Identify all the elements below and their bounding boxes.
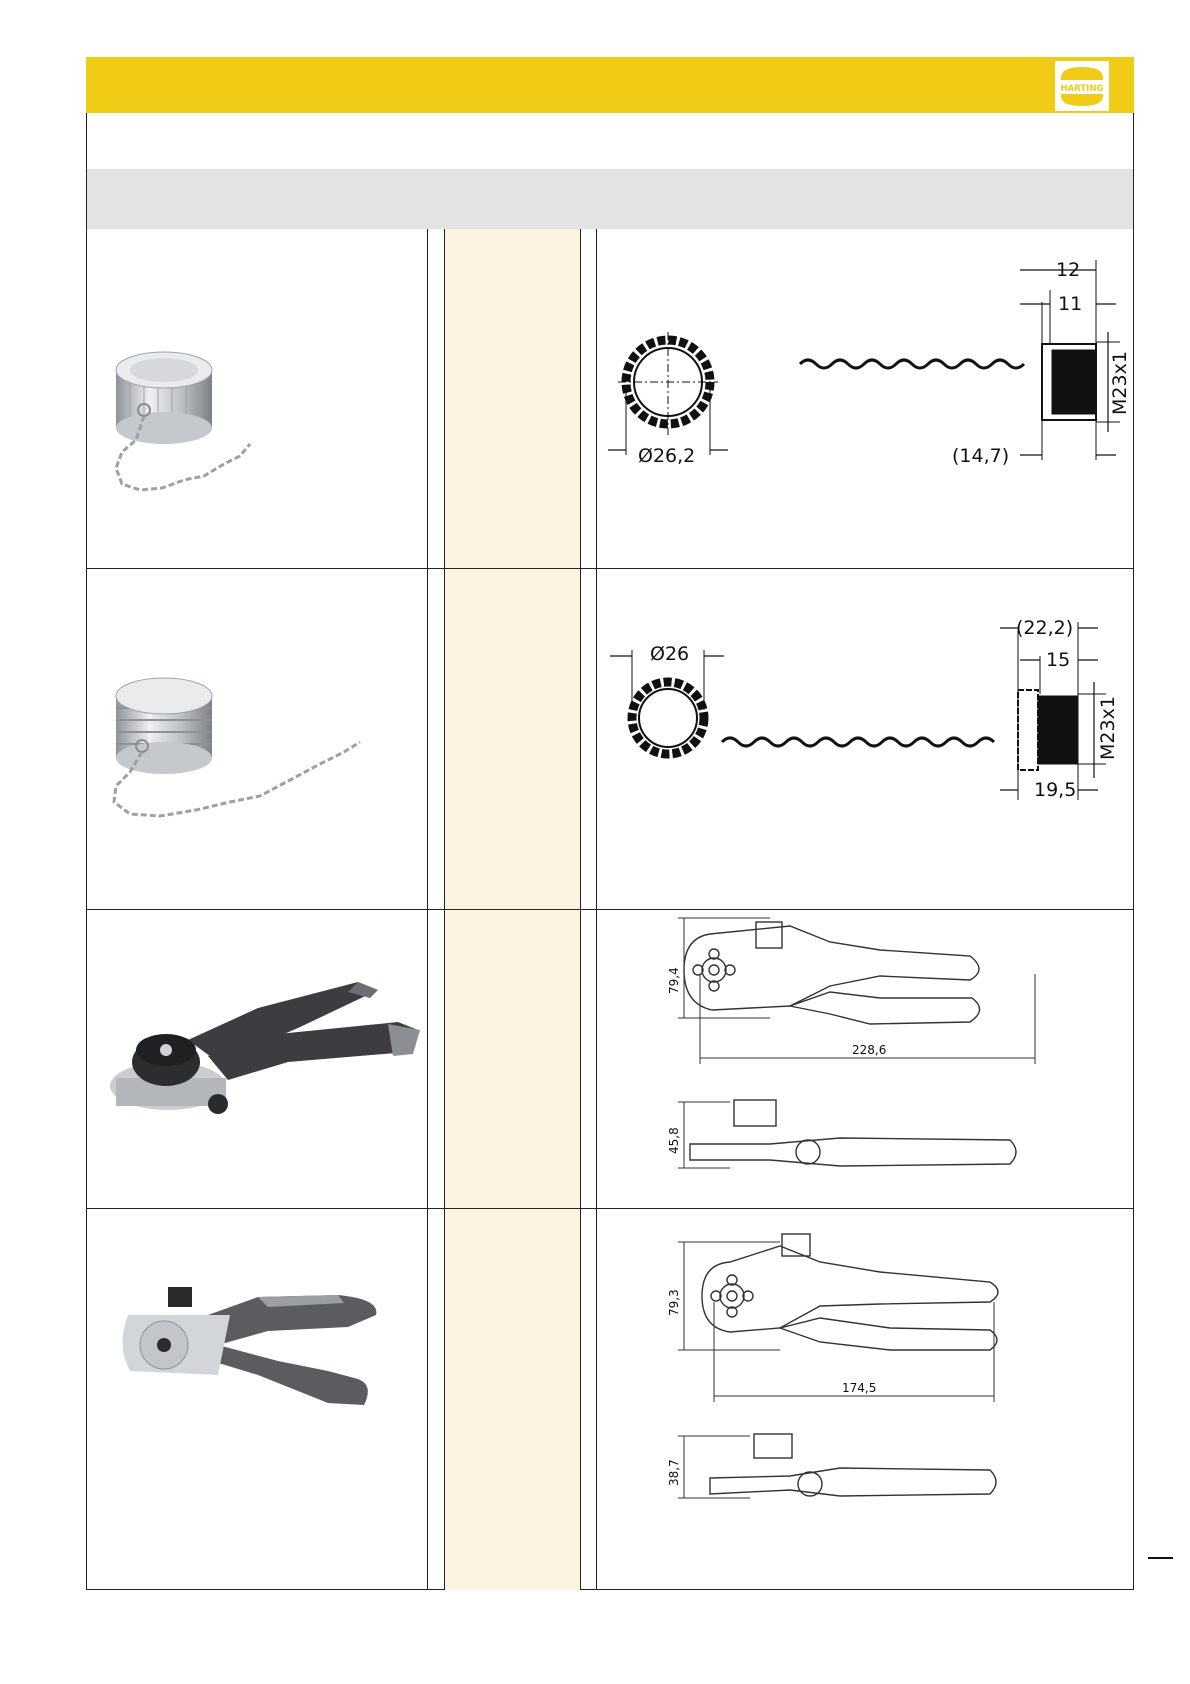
row-divider [86, 909, 1134, 910]
dim-diameter: Ø26,2 [638, 445, 696, 467]
page-marker [1148, 1557, 1173, 1559]
dim-height: 79,3 [667, 1289, 681, 1316]
dim-width-total: (22,2) [1016, 617, 1074, 639]
dim-height: 79,4 [667, 967, 681, 994]
row-divider [86, 1208, 1134, 1209]
product-photo-cap-male [100, 668, 390, 848]
dim-thread: M23x1 [1109, 351, 1131, 415]
dim-diameter: Ø26 [650, 643, 690, 665]
dimension-drawing-cap-male [600, 610, 1130, 810]
product-photo-crimp-tool-compact [108, 1275, 388, 1435]
dimension-drawing-crimp-tool-compact [667, 1232, 1050, 1542]
dim-width-body: 11 [1058, 293, 1083, 315]
subtitle-row [87, 113, 1133, 169]
header-bar [86, 57, 1134, 113]
dim-chain-offset: (14,7) [952, 445, 1010, 467]
logo-text: HARTING [1060, 84, 1104, 94]
harting-logo [1055, 61, 1109, 111]
dim-thickness: 45,8 [667, 1127, 681, 1154]
product-photo-crimp-tool-large [108, 970, 418, 1140]
dim-width-total: 12 [1056, 259, 1081, 281]
dim-width-body: 15 [1046, 649, 1071, 671]
dim-thread: M23x1 [1097, 696, 1119, 760]
dim-length: 228,6 [852, 1043, 887, 1057]
table-header-band [87, 169, 1133, 229]
dimension-drawing-crimp-tool-large [667, 914, 1070, 1204]
dimension-drawing-cap-female [600, 240, 1130, 560]
row-divider [86, 568, 1134, 569]
dim-width-lower: 19,5 [1034, 779, 1077, 801]
product-photo-cap-female [100, 340, 280, 520]
dim-length: 174,5 [842, 1381, 877, 1395]
dim-thickness: 38,7 [667, 1459, 681, 1486]
